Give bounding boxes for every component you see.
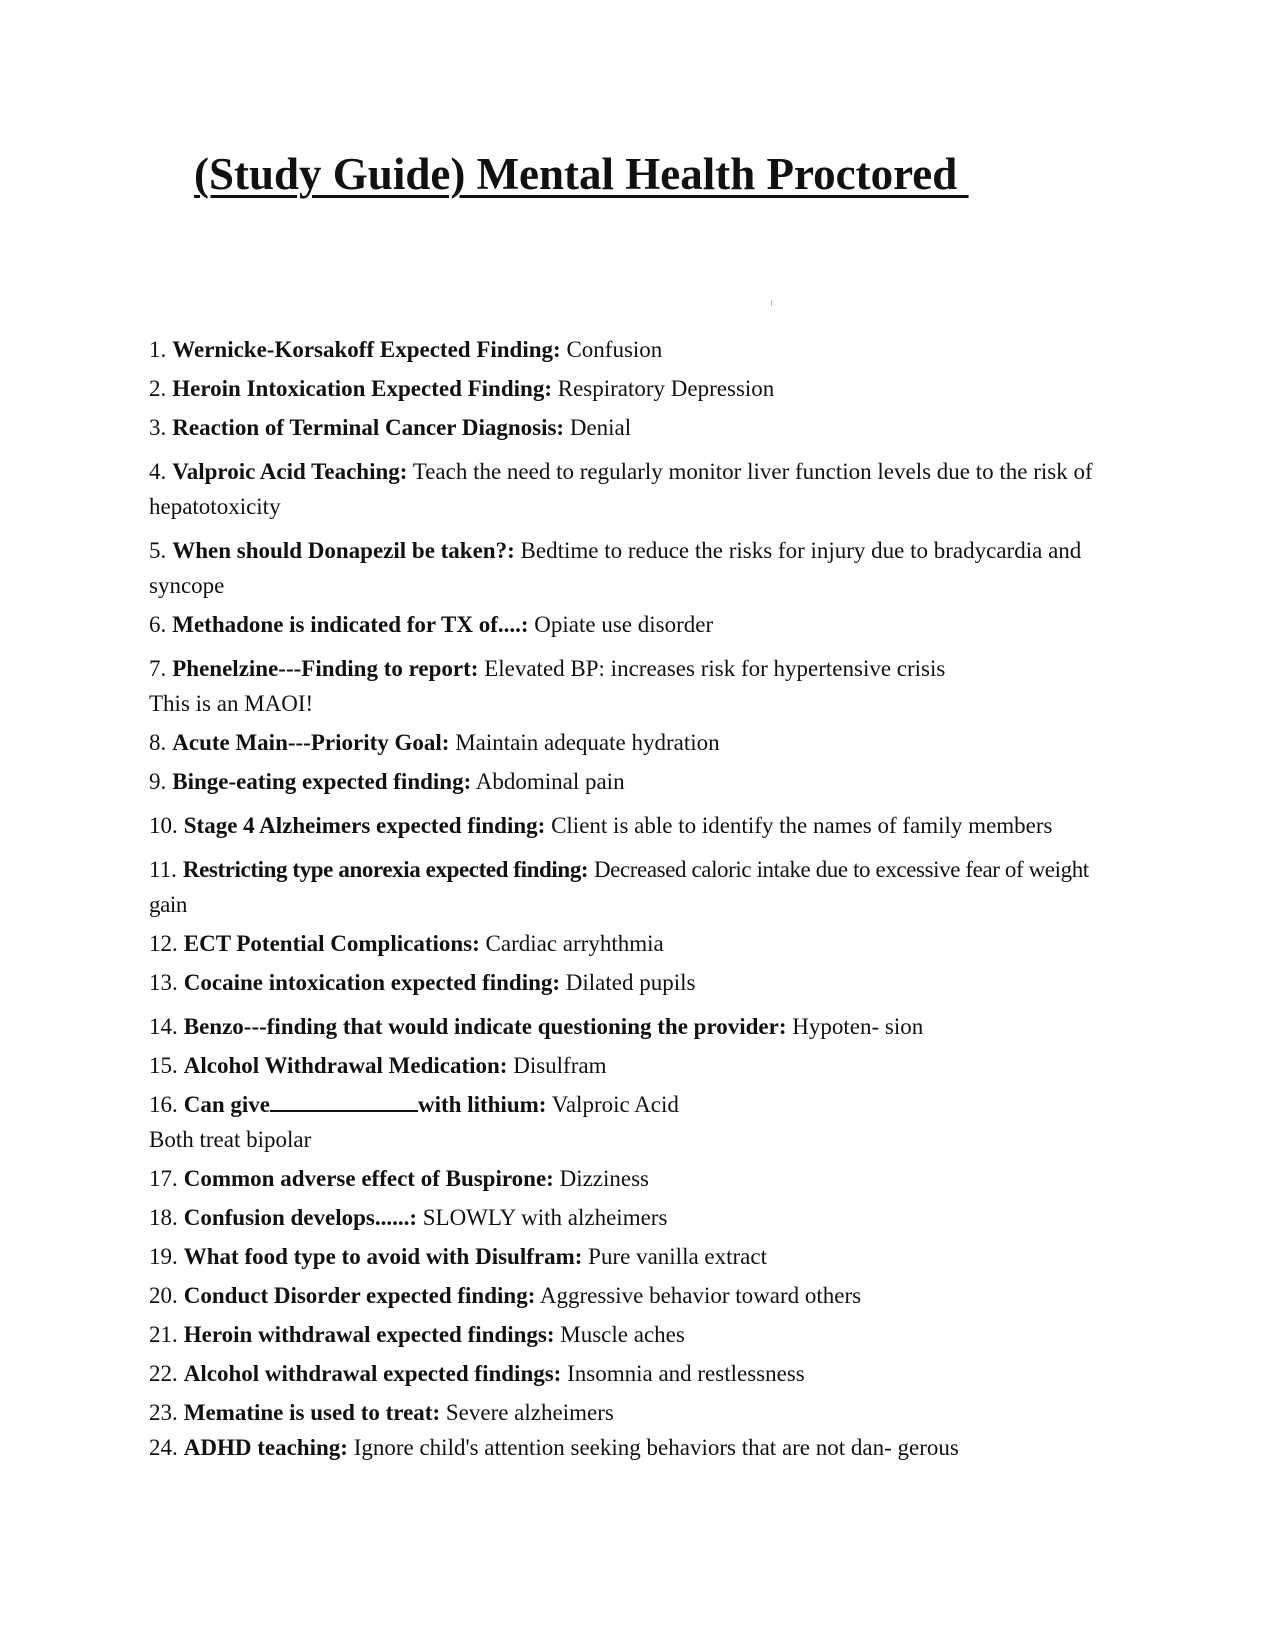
fill-in-blank (270, 1088, 418, 1112)
study-list (149, 332, 1129, 1465)
list-item (149, 1430, 1129, 1465)
item-number: 8. (149, 730, 167, 755)
item-question: Cocaine intoxication expected finding: (183, 970, 561, 995)
list-item (149, 1395, 1129, 1430)
item-question: Valproic Acid Teaching: (172, 459, 408, 484)
list-item (149, 725, 1129, 760)
item-question: Acute Main---Priority Goal: (172, 730, 450, 755)
item-answer: Hypoten- sion (792, 1014, 924, 1039)
item-question: Alcohol Withdrawal Medication: (183, 1053, 508, 1078)
item-number: 18. (149, 1205, 178, 1230)
item-number: 13. (149, 970, 178, 995)
item-number: 2. (149, 376, 167, 401)
item-answer: Pure vanilla extract (588, 1244, 767, 1269)
item-answer: Client is able to identify the names of family members (551, 813, 1053, 838)
item-answer: Teach the need to regularly monitor liver function levels due to the risk of hepatotoxicity (149, 459, 1093, 519)
list-item (149, 607, 1129, 642)
item-question: Common adverse effect of Buspirone: (183, 1166, 554, 1191)
item-question: When should Donapezil be taken?: (172, 538, 515, 563)
list-item (149, 371, 1129, 406)
item-answer: Bedtime to reduce the risks for injury due to bradycardia and syncope (149, 538, 1082, 598)
item-number: 15. (149, 1053, 178, 1078)
item-number: 20. (149, 1283, 178, 1308)
item-number: 5. (149, 538, 167, 563)
item-question: Heroin withdrawal expected findings: (183, 1322, 555, 1347)
list-item (149, 1200, 1129, 1235)
item-number: 19. (149, 1244, 178, 1269)
item-number: 11. (149, 857, 177, 882)
item-answer: Dizziness (559, 1166, 649, 1191)
item-number: 7. (149, 656, 167, 681)
item-answer: Severe alzheimers (445, 1400, 614, 1425)
item-answer: Aggressive behavior toward others (539, 1283, 862, 1308)
item-answer: Muscle aches (560, 1322, 685, 1347)
item-question: ADHD teaching: (183, 1435, 348, 1460)
item-question: Alcohol withdrawal expected findings: (183, 1361, 562, 1386)
item-question: What food type to avoid with Disulfram: (183, 1244, 583, 1269)
item-answer: SLOWLY with alzheimers (422, 1205, 668, 1230)
item-question: Methadone is indicated for TX of....: (172, 612, 529, 637)
item-number: 16. (149, 1092, 178, 1117)
list-item (149, 454, 1129, 524)
item-number: 9. (149, 769, 167, 794)
item-answer: Valproic Acid (551, 1092, 679, 1117)
item-question: Benzo---finding that would indicate questioning the provider: (183, 1014, 787, 1039)
item-number: 17. (149, 1166, 178, 1191)
item-question: Confusion develops......: (183, 1205, 417, 1230)
item-number: 10. (149, 813, 178, 838)
list-item (149, 808, 1129, 843)
list-item (149, 1087, 1129, 1157)
item-answer: Decreased caloric intake due to excessive fear of weight gain (149, 857, 1089, 917)
item-question: Restricting type anorexia expected finding: (182, 857, 589, 882)
item-answer: Ignore child's attention seeking behaviors that are not dan- gerous (353, 1435, 959, 1460)
item-answer: Confusion (566, 337, 663, 362)
item-number: 21. (149, 1322, 178, 1347)
item-question: Heroin Intoxication Expected Finding: (172, 376, 552, 401)
list-item (149, 332, 1129, 367)
list-item (149, 410, 1129, 445)
item-answer: Abdominal pain (475, 769, 625, 794)
item-number: 23. (149, 1400, 178, 1425)
item-question: Binge-eating expected finding: (172, 769, 472, 794)
item-answer: Opiate use disorder (534, 612, 714, 637)
item-question: Phenelzine---Finding to report: (172, 656, 479, 681)
item-question: Reaction of Terminal Cancer Diagnosis: (172, 415, 565, 440)
item-answer: Dilated pupils (565, 970, 696, 995)
item-answer: Denial (569, 415, 632, 440)
list-item (149, 533, 1129, 603)
item-answer: Elevated BP: increases risk for hypertensive crisis (484, 656, 946, 681)
list-item (149, 852, 1129, 922)
item-note: Both treat bipolar (149, 1127, 312, 1152)
item-question: Mematine is used to treat: (183, 1400, 441, 1425)
item-question: Wernicke-Korsakoff Expected Finding: (172, 337, 561, 362)
list-item (149, 1356, 1129, 1391)
item-answer: Maintain adequate hydration (455, 730, 720, 755)
item-number: 1. (149, 337, 167, 362)
item-question-start: Can give (183, 1092, 270, 1117)
item-number: 12. (149, 931, 178, 956)
list-item (149, 965, 1129, 1000)
item-question-end: with lithium: (418, 1092, 547, 1117)
item-question: Conduct Disorder expected finding: (183, 1283, 536, 1308)
stray-mark (771, 300, 772, 306)
item-number: 6. (149, 612, 167, 637)
item-answer: Cardiac arryhthmia (485, 931, 664, 956)
item-number: 4. (149, 459, 167, 484)
list-item (149, 1278, 1129, 1313)
list-item (149, 651, 1129, 721)
item-question: Stage 4 Alzheimers expected finding: (183, 813, 546, 838)
list-item (149, 1317, 1129, 1352)
item-answer: Disulfram (513, 1053, 607, 1078)
item-number: 24. (149, 1435, 178, 1460)
item-number: 3. (149, 415, 167, 440)
item-number: 14. (149, 1014, 178, 1039)
item-question: ECT Potential Complications: (183, 931, 480, 956)
list-item (149, 764, 1129, 799)
list-item (149, 1239, 1129, 1274)
item-number: 22. (149, 1361, 178, 1386)
item-answer: Insomnia and restlessness (567, 1361, 805, 1386)
item-answer: Respiratory Depression (557, 376, 775, 401)
list-item (149, 1161, 1129, 1196)
list-item (149, 926, 1129, 961)
list-item (149, 1048, 1129, 1083)
list-item (149, 1009, 1129, 1044)
item-note: This is an MAOI! (149, 691, 314, 716)
page-title: (Study Guide) Mental Health Proctored (194, 149, 969, 199)
